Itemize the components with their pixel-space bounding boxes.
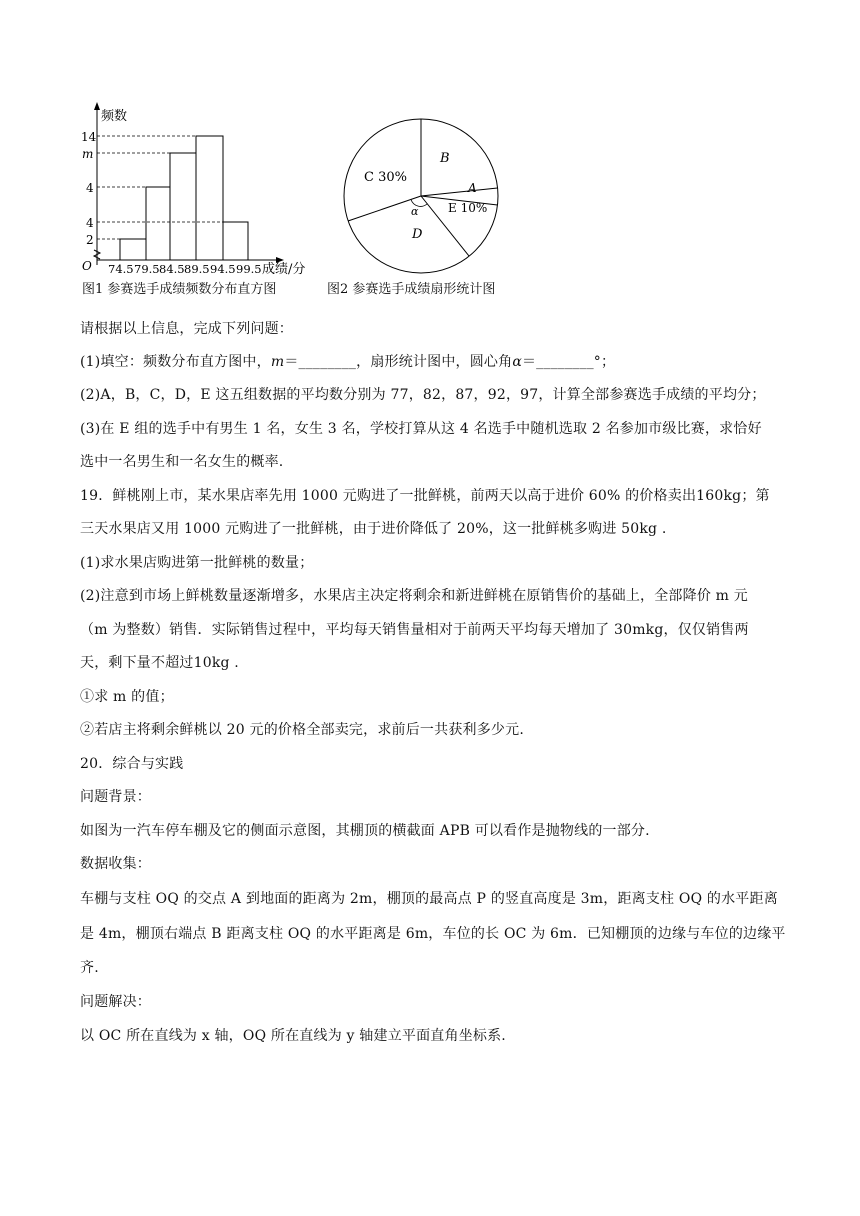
problem-20-background-heading: 问题背景： xyxy=(80,789,151,805)
problem-20-title: 20．综合与实践 xyxy=(80,756,184,772)
origin-label: O xyxy=(82,259,92,273)
problem-19-question-2-line-1: (2)注意到市场上鲜桃数量逐渐增多，水果店主决定将剩余和新进鲜桃在原销售价的基础上，全部降价 m 元 xyxy=(80,588,749,604)
x-tick-label: 79.5 xyxy=(134,262,160,276)
axis-break-icon xyxy=(94,250,100,259)
y-tick-label: 4 xyxy=(86,181,94,195)
problem-19-line-2: 三天水果店又用 1000 元购进了一批鲜桃，由于进价降低了 20%，这一批鲜桃多购进 50kg . xyxy=(80,521,667,537)
q1-part-c: ＝________°； xyxy=(521,354,616,370)
q1-part-b: ＝________，扇形统计图中，圆心角 xyxy=(284,354,513,370)
bar-84.5-89.5 xyxy=(170,153,196,260)
pie-divider-ba xyxy=(421,188,498,196)
statistics-figures xyxy=(78,100,538,305)
problem-20-data-line-3: 齐. xyxy=(80,960,99,976)
bar-89.5-94.5 xyxy=(196,136,223,260)
pie-label-alpha: α xyxy=(411,205,419,218)
problem-19-question-1: (1)求水果店购进第一批鲜桃的数量； xyxy=(80,555,314,571)
pie-label-d: D xyxy=(412,227,423,242)
figure-area xyxy=(78,100,538,305)
y-tick-label: 2 xyxy=(86,233,94,247)
question-3-line-1: (3)在 E 组的选手中有男生 1 名，女生 3 名，学校打算从这 4 名选手中随机选取 2 名参加市级比赛，求恰好 xyxy=(80,421,762,437)
pie-caption: 图2 参赛选手成绩扇形统计图 xyxy=(327,282,496,297)
problem-19-sub-2: ②若店主将剩余鲜桃以 20 元的价格全部卖完，求前后一共获利多少元. xyxy=(80,722,524,738)
x-tick-label: 94.5 xyxy=(210,262,236,276)
y-axis-label: 频数 xyxy=(101,109,128,124)
x-tick-label: 74.5 xyxy=(108,262,134,276)
q1-var-alpha: α xyxy=(512,354,522,370)
question-1 xyxy=(80,351,615,371)
bar-79.5-84.5 xyxy=(146,187,170,260)
pie-label-e: E 10% xyxy=(448,201,488,215)
q1-part-a: (1)填空：频数分布直方图中， xyxy=(80,354,271,370)
problem-20-data-line-1: 车棚与支柱 OQ 的交点 A 到地面的距离为 2m，棚顶的最高点 P 的竖直高度是 3m，距离支柱 OQ 的水平距离 xyxy=(80,891,778,907)
question-3-line-2: 选中一名男生和一名女生的概率. xyxy=(80,454,284,470)
y-tick-label: m xyxy=(82,147,94,161)
intro-text: 请根据以上信息，完成下列问题： xyxy=(80,321,293,337)
histogram xyxy=(81,102,305,277)
x-tick-label: 99.5 xyxy=(236,262,262,276)
problem-20-solve-text: 以 OC 所在直线为 x 轴，OQ 所在直线为 y 轴建立平面直角坐标系. xyxy=(80,1028,506,1044)
x-tick-label: 84.5 xyxy=(159,262,185,276)
bar-74.5-79.5 xyxy=(120,239,146,260)
y-tick-label: 14 xyxy=(81,130,97,144)
problem-19-question-2-line-3: 天，剩下量不超过10kg . xyxy=(80,655,239,671)
problem-19-question-2-line-2: （m 为整数）销售．实际销售过程中，平均每天销售量相对于前两天平均每天增加了 30mkg，仅仅销售两 xyxy=(80,622,749,638)
pie-label-c: C 30% xyxy=(364,170,407,185)
y-tick-label: 4 xyxy=(86,216,94,230)
question-2: (2)A，B，C，D，E 这五组数据的平均数分别为 77，82，87，92，97，计算全部参赛选手成绩的平均分； xyxy=(80,387,766,403)
pie-chart xyxy=(344,119,498,273)
problem-19-line-1: 19．鲜桃刚上市，某水果店率先用 1000 元购进了一批鲜桃，前两天以高于进价 60% 的价格卖出160kg；第 xyxy=(80,488,770,504)
problem-19-sub-1: ①求 m 的值； xyxy=(80,689,174,705)
x-axis-label: 成绩/分 xyxy=(262,262,306,277)
q1-var-m: m xyxy=(270,354,285,370)
problem-20-solve-heading: 问题解决： xyxy=(80,994,151,1010)
problem-20-background-text: 如图为一汽车停车棚及它的侧面示意图，其棚顶的横截面 APB 可以看作是抛物线的一部分. xyxy=(80,823,650,839)
y-axis-arrow-icon xyxy=(94,102,100,110)
problem-20-data-line-2: 是 4m，棚顶右端点 B 距离支柱 OQ 的水平距离是 6m，车位的长 OC 为 6m．已知棚顶的边缘与车位的边缘平 xyxy=(80,926,786,942)
bar-94.5-99.5 xyxy=(223,222,248,260)
histogram-caption: 图1 参赛选手成绩频数分布直方图 xyxy=(82,282,277,297)
problem-20-data-heading: 数据收集： xyxy=(80,856,151,872)
pie-label-b: B xyxy=(440,151,450,166)
pie-label-a: A xyxy=(468,181,477,195)
x-tick-label: 89.5 xyxy=(184,262,210,276)
